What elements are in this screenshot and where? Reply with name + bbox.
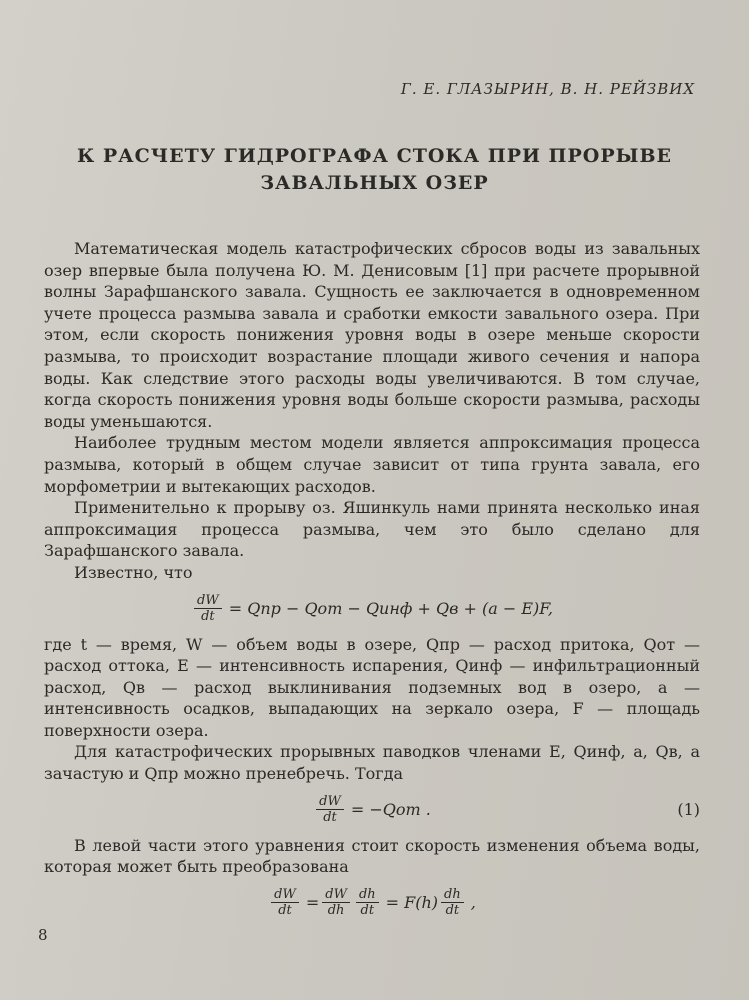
equation-balance: $\frac{dW}{dt}$ = Qпр − Qот − Qинф + Qв + (a − E)F, xyxy=(44,584,700,634)
fraction: $\frac{dW}{dt}$ xyxy=(316,794,344,825)
title-line-1: К РАСЧЕТУ ГИДРОГРАФА СТОКА ПРИ ПРОРЫВЕ xyxy=(76,145,672,167)
paragraph-neglect: Для катастрофических прорывных паводков членами E, Qинф, a, Qв, а зачастую и Qпр можно пренебречь. Тогда xyxy=(44,742,700,784)
article-title xyxy=(0,143,749,197)
page-number: 8 xyxy=(38,926,48,944)
equation-chain-rule: $\frac{dW}{dt}$ = $\frac{dW}{dh}$ $\frac{dh}{dt}$ = F(h) $\frac{dh}{dt}$ , xyxy=(44,878,700,928)
paragraph-yashinkul: Применительно к прорыву оз. Яшинкуль нами принята несколько иная аппроксимация процесса размыва, чем это было сделано для Зарафшанского завала. xyxy=(44,498,700,561)
authors: Г. Е. ГЛАЗЫРИН, В. Н. РЕЙЗВИХ xyxy=(400,80,695,98)
paragraph-intro: Математическая модель катастрофических сбросов воды из завальных озер впервые была получена Ю. М. Денисовым [1] при расчете прорывной волны Зарафшанского завала. Сущность ее заключается в одновременном учете процесса размыва завала и сработки емкости завального озера. При этом, если скорость понижения уровня воды в озере меньше скорости размыва, то происходит возрастание площади живого сечения и напора воды. Как следствие этого расходы воды увеличиваются. В том случае, когда скорость понижения уровня воды больше скорости размыва, расходы воды уменьшаются. xyxy=(44,239,700,431)
paragraph-definitions: где t — время, W — объем воды в озере, Qпр — расход притока, Qот — расход оттока, E — интенсивность испарения, Qинф — инфильтрационный расход, Qв — расход выклинивания подземных вод в озеро, a — интенсивность осадков, выпадающих на зеркало озера, F — площадь поверхности озера. xyxy=(44,634,700,740)
paragraph-known: Известно, что xyxy=(74,562,193,582)
fraction: $\frac{dW}{dt}$ xyxy=(194,593,222,624)
equation-1: $\frac{dW}{dt}$ = −Qот . (1) xyxy=(44,785,700,835)
paragraph-left-side: В левой части этого уравнения стоит скорость изменения объема воды, которая может быть преобразована xyxy=(44,835,700,877)
equation-number: (1) xyxy=(677,799,700,819)
title-line-2: ЗАВАЛЬНЫХ ОЗЕР xyxy=(260,172,489,194)
paragraph-approximation: Наиболее трудным местом модели является аппроксимация процесса размыва, который в общем случае зависит от типа грунта завала, его морфометрии и вытекающих расходов. xyxy=(44,433,700,496)
article-body xyxy=(44,238,700,928)
